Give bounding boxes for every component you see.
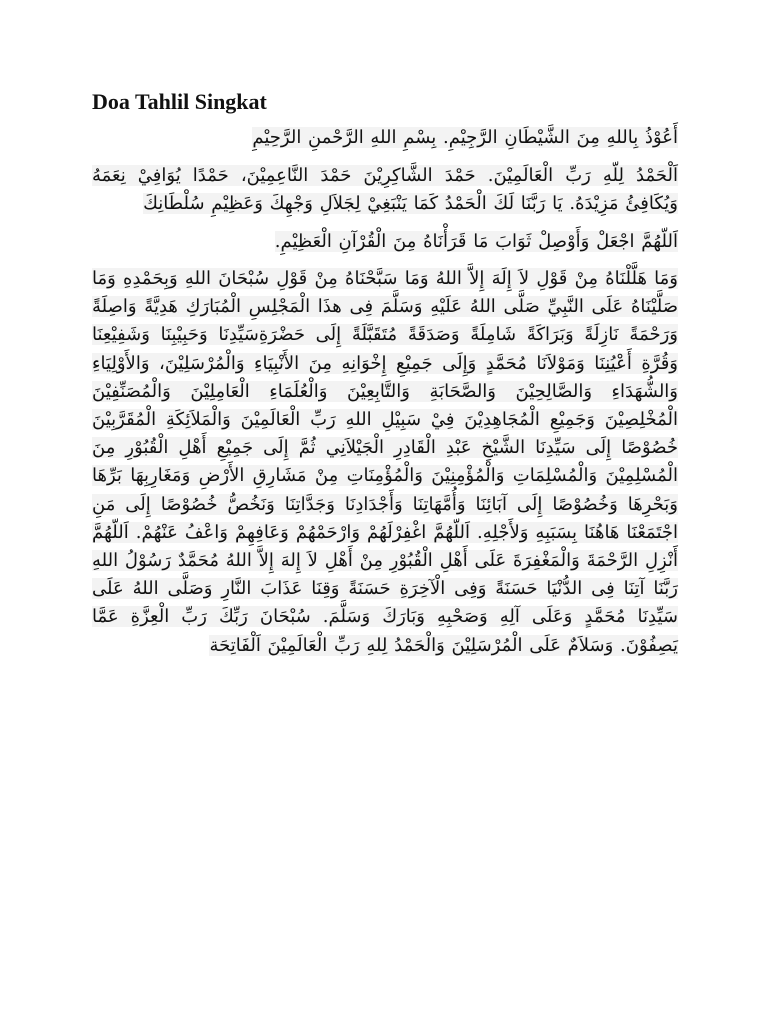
paragraph-text: اَللّهُمَّ اجْعَلْ وَأَوْصِلْ ثَوَابَ مَا قَرَأْنَاهُ مِنَ الْقُرْآنِ الْعَظِيْمِ. <box>274 230 678 252</box>
paragraph-main-doa <box>92 265 678 660</box>
paragraph-text: وَمَا هَلَّلْنَاهُ مِنْ قَوْلِ لاَ إِلَهَ إِلاَّ اللهُ وَمَا سَبَّحْنَاهُ مِنْ قَوْلِ سُبْحَانَ اللهِ وَبِحَمْدِهِ وَمَا صَلَّيْنَاهُ عَلَى النَّبِيِّ صَلَّى اللهُ عَلَيْهِ وَسَلَّمَ فِى هذَا الْمَجْلِسِ الْمُبَارَكِ هَدِيَّةً وَاصِلَةً وَرَحْمَةً نَازِلَةً وَبَرَاكَةً شَامِلَةً وَصَدَقَةً مُتَقَبَّلَةً إِلَى حَضْرَةِسَيِّدِنَا وَحَبِيْبِنَا وَشَفِيْعِنَا وَقُرَّةِ أَعْيُنِنَا وَمَوْلاَنَا مُحَمَّدٍ وَإِلَى جَمِيْعِ إِخْوَانِهِ مِنَ الأَنْبِيَاءِ وَالْمُرْسَلِيْنَ، وَالأَوْلِيَاءِ وَالشُّهَدَاءِ وَالصَّالِحِيْنَ وَالصَّحَابَةِ وَالتَّابِعِيْنَ وَالْعُلَمَاءِ الْعَامِلِيْنَ وَالْمُصَنِّفِيْنَ الْمُخْلِصِيْنَ وَجَمِيْعِ الْمُجَاهِدِيْنَ فِيْ سَبِيْلِ اللهِ رَبِّ الْعَالَمِيْنَ وَالْمَلاَئِكَةِ الْمُقَرَّبِيْنَ خُصُوْصًا إِلَى سَيِّدِنَا الشَّيْخِ عَبْدِ الْقَادِرِ الْجَيْلاَنِي ثُمَّ إِلَى جَمِيْعِ أَهْلِ الْقُبُوْرِ مِنَ الْمُسْلِمِيْنَ وَالْمُسْلِمَاتِ وَالْمُؤْمِنِيْنَ وَالْمُؤْمِنَاتِ مِنْ مَشَارِقِ الأَرْضِ وَمَغَارِبِهَا بَرِّهَا وَبَحْرِهَا وَخُصُوْصًا إِلَى آبَائِنَا وَأُمَّهَاتِنَا وَأَجْدَادِنَا وَجَدَّاتِنَا وَنَخُصُّ خُصُوْصًا إِلَى مَنِ اجْتَمَعْنَا هَاهُنَا بِسَبَبِهِ وَلأَجْلِهِ. اَللّهُمَّ اغْفِرْلَهُمْ وَارْحَمْهُمْ وَعَافِهِمْ وَاعْفُ عَنْهُمْ. اَللّهُمَّ أَنْزِلِ الرَّحْمَةَ وَالْمَغْفِرَةَ عَلَى أَهْلِ الْقُبُوْرِ مِنْ أَهْلِ لاَ إِلهَ إِلاَّ اللهُ مُحَمَّدٌ رَسُوْلُ اللهِ رَبَّنَا آتِنَا فِى الدُّنْيَا حَسَنَةً وَفِى الْآخِرَةِ حَسَنَةً وَقِنَا عَذَابَ النَّارِ وَصَلَّى اللهُ عَلَى سَيِّدِنَا مُحَمَّدٍ وَعَلَى آلِهِ وَصَحْبِهِ وَبَارَكَ وَسَلَّمَ. سُبْحَانَ رَبِّكَ رَبِّ الْعِزَّةِ عَمَّا يَصِفُوْنَ. وَسَلاَمٌ عَلَى الْمُرْسَلِيْنَ وَالْحَمْدُ لِلهِ رَبِّ الْعَالَمِيْنَ اَلْفَاتِحَة <box>92 268 678 656</box>
paragraph-taawudz-basmalah <box>92 124 678 153</box>
document-page <box>92 86 678 669</box>
paragraph-hamdalah <box>92 162 678 219</box>
paragraph-text: أَعُوْذُ بِاللهِ مِنَ الشَّيْطَانِ الرَّجِيْمِ. بِسْمِ اللهِ الرَّحْمنِ الرَّحِيْمِ <box>252 127 678 148</box>
paragraph-text: اَلْحَمْدُ لِلّهِ رَبِّ الْعَالَمِيْنَ. حَمْدَ الشَّاكِرِيْنَ حَمْدَ النَّاعِمِيْنَ، حَمْدًا يُوَافِيْ نِعَمَهُ وَيُكَافِئُ مَزِيْدَهُ. يَا رَبَّنَا لَكَ الْحَمْدُ كَمَا يَنْبَغِيْ لِجَلاَلِ وَجْهِكَ وَعَظِيْمِ سُلْطَانِكَ <box>92 164 678 214</box>
document-title: Doa Tahlil Singkat <box>92 89 267 114</box>
paragraph-allahumma-ijal <box>92 228 678 257</box>
